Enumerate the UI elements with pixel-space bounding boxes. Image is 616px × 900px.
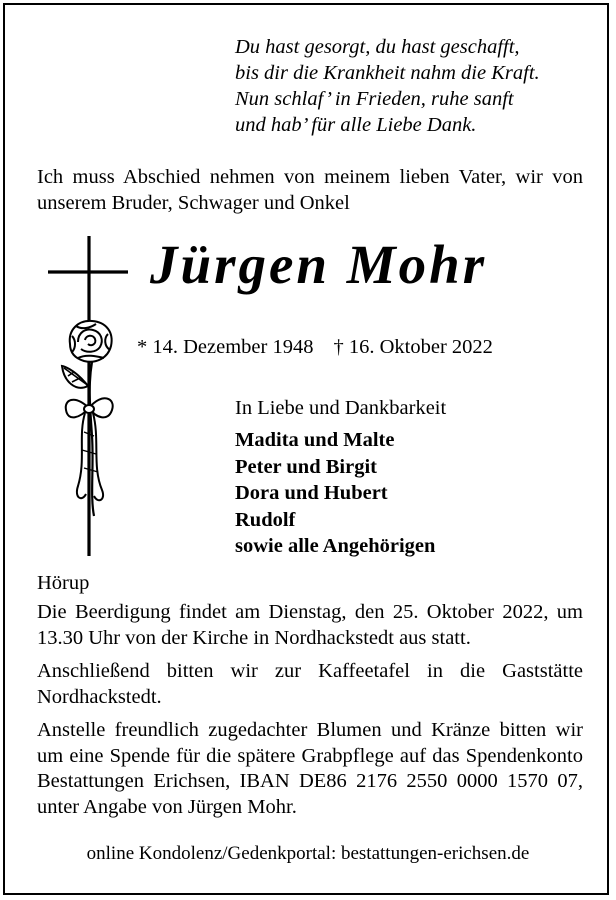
intro-text: Ich muss Abschied nehmen von meinem lieben Vater, wir von unserem Bruder, Schwager und Onkel [37, 166, 583, 214]
life-dates [137, 334, 493, 360]
cross-with-rose-icon [48, 236, 128, 556]
mourner-name: Rudolf [235, 508, 296, 531]
poem-line: Nun schlaf’ in Frieden, ruhe sanft [235, 88, 514, 110]
death-date: † 16. Oktober 2022 [333, 336, 493, 358]
reception-paragraph: Anschließend bitten wir zur Kaffeetafel in die Gaststätte Nordhackstedt. [37, 660, 583, 708]
mourner-name: Madita und Malte [235, 429, 395, 451]
funeral-details [37, 600, 583, 828]
donation-paragraph: Anstelle freundlich zugedachter Blumen und Kränze bitten wir um eine Spende für die spätere Grabpflege auf das Spendenkonto Bestattungen Erichsen, IBAN DE86 2176 2550 0000 1570 07, unter Angabe von Jürgen Mohr. [37, 719, 583, 818]
poem-line: Du hast gesorgt, du hast geschafft, [235, 36, 520, 58]
mourner-name: Dora und Hubert [235, 482, 388, 504]
condolence-portal: online Kondolenz/Gedenkportal: bestattungen-erichsen.de [86, 843, 530, 864]
poem-line: und hab’ für alle Liebe Dank. [235, 114, 477, 136]
birth-date: * 14. Dezember 1948 [137, 336, 314, 358]
funeral-date-paragraph: Die Beerdigung findet am Dienstag, den 25. Oktober 2022, um 13.30 Uhr von der Kirche in Nordhackstedt aus statt. [37, 601, 583, 649]
place-name: Hörup [37, 572, 90, 594]
mourners-block [235, 395, 446, 560]
memorial-poem [235, 34, 595, 138]
mourner-name: Peter und Birgit [235, 455, 377, 478]
deceased-name: Jürgen Mohr [150, 234, 488, 295]
poem-line: bis dir die Krankheit nahm die Kraft. [235, 62, 540, 84]
mourner-name: sowie alle Angehörigen [235, 535, 436, 557]
dedication-line: In Liebe und Dankbarkeit [235, 397, 447, 419]
